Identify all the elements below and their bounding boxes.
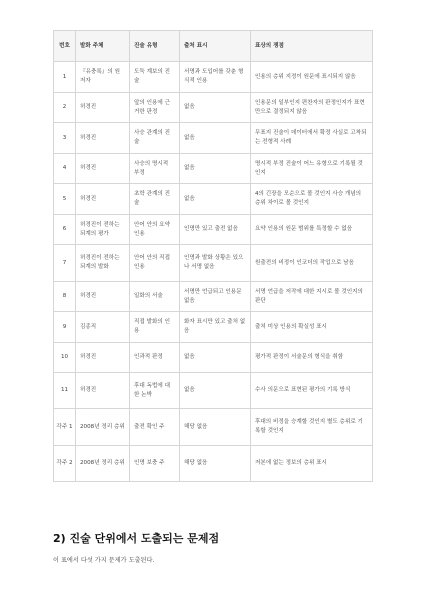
cell-number: 10 [54,343,76,373]
cell-statement-type: 출전 확인 주 [130,409,180,446]
cell-source-mark: 서명만 언급되고 인용문 없음 [180,282,251,312]
cell-statement-type: 앞의 인용에 근거한 판정 [130,93,180,123]
cell-number: 11 [54,373,76,409]
cell-speaker: 허경진 [76,343,130,373]
cell-issue: 무표지 진술이 데이터에서 확정 사실로 고착되는 전형적 사례 [251,123,373,154]
cell-statement-type: 사승 관계의 진술 [130,123,180,154]
cell-issue: 인용문의 일부인지 편찬자의 판정인지가 표현만으로 결정되지 않음 [251,93,373,123]
table-row [54,245,373,282]
cell-source-mark: 해당 없음 [180,446,251,482]
cell-number: 3 [54,123,76,154]
cell-source-mark: 해당 없음 [180,409,251,446]
section-paragraph: 이 표에서 다섯 가지 문제가 도출된다. [53,557,155,564]
cell-number: 6 [54,215,76,245]
cell-source-mark: 서명과 도입어를 갖춘 형식적 인용 [180,62,251,93]
cell-number: 8 [54,282,76,312]
cell-number: 각주 2 [54,446,76,482]
cell-source-mark: 없음 [180,154,251,184]
statement-table [53,30,373,482]
cell-number: 9 [54,312,76,343]
cell-speaker: 허경진 [76,123,130,154]
cell-statement-type: 도둑 계보의 진술 [130,62,180,93]
cell-issue: 인용의 층위 지정이 원문에 표시되지 않음 [251,62,373,93]
table-row [54,62,373,93]
table-row [54,343,373,373]
cell-number: 2 [54,93,76,123]
cell-number: 각주 1 [54,409,76,446]
cell-speaker: 허경진이 전하는 되계의 평가 [76,215,130,245]
cell-speaker: 허경진 [76,154,130,184]
header-source-mark: 출처 표시 [180,31,251,62]
cell-issue: 원출전의 비정이 인코더의 작업으로 남음 [251,245,373,282]
cell-statement-type: 안어 안의 요약 인용 [130,215,180,245]
cell-source-mark: 화자 표시만 있고 출처 없음 [180,312,251,343]
cell-statement-type: 일화의 서술 [130,282,180,312]
header-number: 번호 [54,31,76,62]
cell-speaker: 2008년 정리 층위 [76,409,130,446]
cell-issue: 저본에 없는 정보의 층위 표시 [251,446,373,482]
table-row [54,93,373,123]
table-row [54,154,373,184]
cell-issue: 요약 인용의 원문 범위를 특정할 수 없음 [251,215,373,245]
cell-speaker: 허경진 [76,373,130,409]
cell-statement-type: 안어 안의 직접 인용 [130,245,180,282]
cell-statement-type: 직접 발화의 인용 [130,312,180,343]
header-statement-type: 진술 유형 [130,31,180,62]
cell-speaker: 허경진 [76,282,130,312]
cell-source-mark: 인명과 발화 상황은 있으나 서명 없음 [180,245,251,282]
header-issue: 표상의 쟁점 [251,31,373,62]
cell-speaker: 허경진 [76,184,130,215]
cell-source-mark: 없음 [180,343,251,373]
section-heading: 2) 진술 단위에서 도출되는 문제점 [53,532,220,545]
table-row [54,184,373,215]
cell-statement-type: 초학 관계의 진술 [130,184,180,215]
cell-statement-type: 인명 보충 주 [130,446,180,482]
table-row [54,409,373,446]
cell-statement-type: 후대 독법에 대한 논박 [130,373,180,409]
cell-number: 1 [54,62,76,93]
cell-issue: 명시적 부정 진술이 어느 유형으로 기록될 것인지 [251,154,373,184]
table-row [54,446,373,482]
cell-issue: 출처 미상 인용의 확실성 표시 [251,312,373,343]
table-row [54,282,373,312]
header-row [54,31,373,62]
cell-speaker: 허경진 [76,93,130,123]
cell-source-mark: 없음 [180,93,251,123]
cell-source-mark: 인명만 있고 출전 없음 [180,215,251,245]
cell-speaker: 김종직 [76,312,130,343]
cell-source-mark: 없음 [180,184,251,215]
cell-source-mark: 없음 [180,373,251,409]
table-head [54,31,373,62]
cell-issue: 평가적 판정이 서술문의 형식을 취함 [251,343,373,373]
table-body [54,62,373,482]
cell-issue: 수사 의문으로 표현된 평가의 기록 방식 [251,373,373,409]
table-row [54,312,373,343]
table-row [54,373,373,409]
table-row [54,123,373,154]
header-speaker: 발화 주체 [76,31,130,62]
cell-source-mark: 없음 [180,123,251,154]
cell-issue: 서명 언급을 저작에 대한 지시로 볼 것인지의 판단 [251,282,373,312]
cell-issue: 4의 긴장을 모순으로 볼 것인지 사승 개념의 층위 차이로 볼 것인지 [251,184,373,215]
cell-number: 4 [54,154,76,184]
cell-speaker: 2008년 정리 층위 [76,446,130,482]
cell-statement-type: 인과적 판정 [130,343,180,373]
cell-statement-type: 사승의 명시적 부정 [130,154,180,184]
cell-issue: 후대의 비정을 승계할 것인지 별도 층위로 기록할 것인지 [251,409,373,446]
cell-speaker: 『유충록』의 원저자 [76,62,130,93]
cell-number: 5 [54,184,76,215]
cell-number: 7 [54,245,76,282]
cell-speaker: 허경진이 전하는 되계의 발화 [76,245,130,282]
table-row [54,215,373,245]
